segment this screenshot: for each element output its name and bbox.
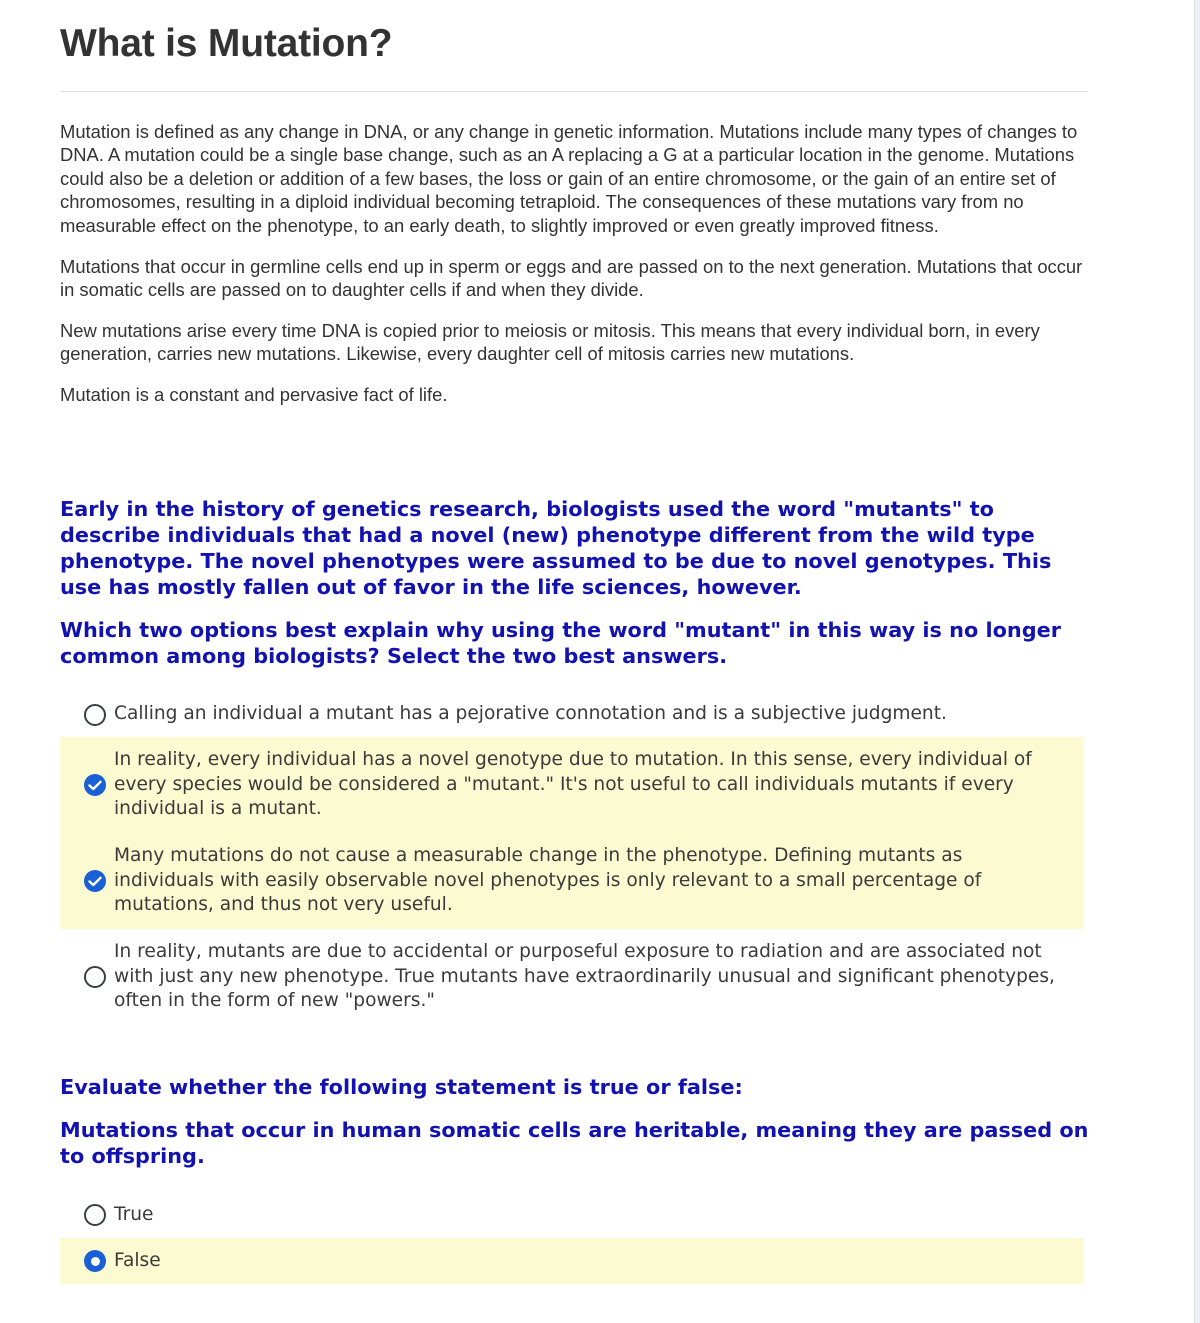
- divider: [60, 91, 1088, 92]
- check-icon: [84, 870, 106, 892]
- scrollbar[interactable]: [1194, 0, 1200, 1323]
- option-1-label: Calling an individual a mutant has a pejorative connotation and is a subjective judgment.: [114, 703, 947, 725]
- question-2-statement: Mutations that occur in human somatic cells are heritable, meaning they are passed on to offspring.: [60, 1118, 1089, 1168]
- question-1: [60, 496, 1090, 669]
- question-2: [60, 1074, 1090, 1169]
- checkbox-2[interactable]: [84, 774, 106, 796]
- checkbox-4[interactable]: [84, 966, 106, 988]
- intro-paragraph-4: Mutation is a constant and pervasive fact of life.: [60, 384, 448, 406]
- question-1-context: Early in the history of genetics research, biologists used the word "mutants" to describe individuals that had a novel (new) phenotype different from the wild type phenotype. The novel phenotypes were assumed to be due to novel genotypes. This use has mostly fallen out of favor in the life sciences, however.: [60, 497, 1052, 599]
- intro-paragraph-2: Mutations that occur in germline cells end up in sperm or eggs and are passed on to the next generation. Mutations that occur in somatic cells are passed on to daughter cells if and when they divide.: [60, 255, 1083, 301]
- question-2-instruction: Evaluate whether the following statement is true or false:: [60, 1075, 743, 1099]
- option-2[interactable]: [60, 737, 1084, 833]
- radio-unselected-icon: [84, 1204, 106, 1226]
- option-2-label: In reality, every individual has a novel genotype due to mutation. In this sense, every individual of every species would be considered a "mutant." It's not useful to call individuals mutants if every individual is a mutant.: [114, 748, 1032, 820]
- radio-dot-icon: [84, 1250, 106, 1272]
- option-4[interactable]: [60, 929, 1084, 1025]
- intro-paragraph-1: Mutation is defined as any change in DNA, or any change in genetic information. Mutations include many types of changes to DNA. A mutation could be a single base change, such as an A replacing a G at a particular location in the genome. Mutations could also be a deletion or addition of a few bases, the loss or gain of an entire chromosome, or the gain of an entire set of chromosomes, resulting in a diploid individual becoming tetraploid. The consequences of these mutations vary from no measurable effect on the phenotype, to an early death, to slightly improved or even greatly improved fitness.: [60, 121, 1078, 236]
- page-title: What is Mutation?: [60, 22, 393, 65]
- check-icon: [84, 774, 106, 796]
- checkbox-unchecked-icon: [84, 966, 106, 988]
- intro-paragraph-3: New mutations arise every time DNA is copied prior to meiosis or mitosis. This means that every individual born, in every generation, carries new mutations. Likewise, every daughter cell of mitosis carries new mutations.: [60, 320, 1040, 365]
- option-3[interactable]: [60, 833, 1084, 929]
- question-2-options: [60, 1192, 1084, 1284]
- checkbox-unchecked-icon: [84, 704, 106, 726]
- intro-section: [60, 120, 1090, 424]
- checkbox-1[interactable]: [84, 704, 106, 726]
- option-1[interactable]: [60, 692, 1084, 737]
- radio-option-false-label: False: [114, 1249, 161, 1271]
- radio-option-true[interactable]: [60, 1192, 1084, 1238]
- option-3-label: Many mutations do not cause a measurable change in the phenotype. Defining mutants as individuals with easily observable novel phenotypes is only relevant to a small percentage of mutations, and thus not very useful.: [114, 844, 982, 916]
- radio-option-false[interactable]: [60, 1238, 1084, 1284]
- radio-true[interactable]: [84, 1204, 106, 1226]
- radio-false[interactable]: [84, 1250, 106, 1272]
- radio-option-true-label: True: [114, 1203, 154, 1225]
- checkbox-3[interactable]: [84, 870, 106, 892]
- option-4-label: In reality, mutants are due to accidental or purposeful exposure to radiation and are associated not with just any new phenotype. True mutants have extraordinarily unusual and significant phenotypes, often in the form of new "powers.": [114, 940, 1055, 1012]
- question-1-options: [60, 692, 1084, 1025]
- question-1-prompt: Which two options best explain why using the word "mutant" in this way is no longer common among biologists? Select the two best answers.: [60, 618, 1061, 668]
